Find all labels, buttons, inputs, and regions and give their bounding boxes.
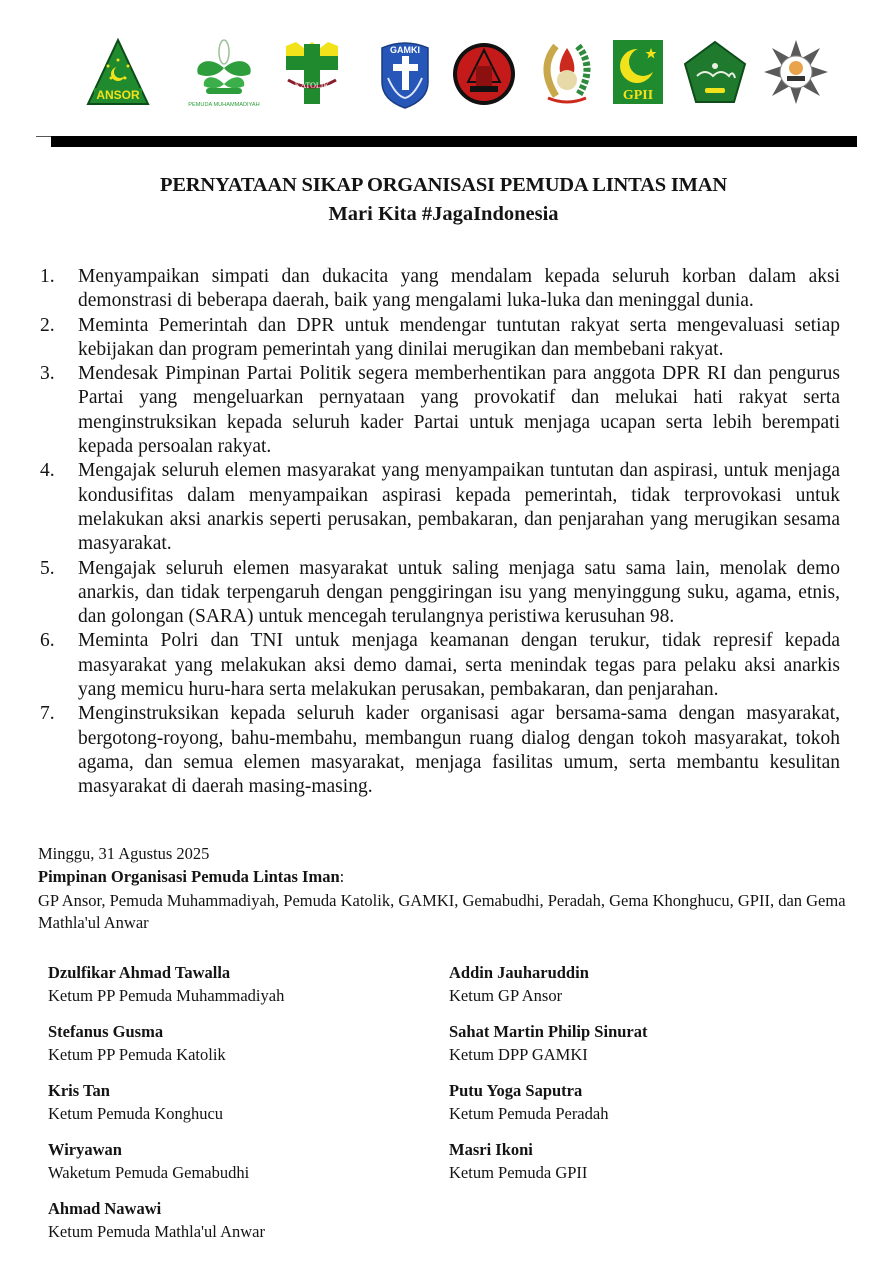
statement-date: Minggu, 31 Agustus 2025 <box>38 844 210 863</box>
signatory-role: Ketum PP Pemuda Katolik <box>48 1045 226 1064</box>
pemuda-muhammadiyah-logo-icon <box>184 38 264 110</box>
point-text: Meminta Polri dan TNI untuk menjaga keamanan dengan terukur, tidak represif kepada masyarakat yang melakukan aksi demo damai, serta menindak tegas para pelaku aksi anarkis yang memicu huru-hara serta melakukan perusakan, pembakaran, dan penjarahan. <box>78 630 840 701</box>
signatory <box>48 1138 249 1184</box>
point-number: 5. <box>40 557 55 579</box>
statement-point <box>40 629 840 702</box>
point-number: 4. <box>40 460 55 482</box>
svg-text:PEMUDA MUHAMMADIYAH: PEMUDA MUHAMMADIYAH <box>188 102 260 108</box>
gema-mathlaul-anwar-logo-icon <box>683 40 747 104</box>
signatory <box>449 1020 648 1066</box>
point-text: Mengajak seluruh elemen masyarakat untuk saling menjaga satu sama lain, menolak demo anarkis, dan tidak terpengaruh dengan penggiringan isu yang menyinggung suku, agama, etnis, dan golongan (SARA) untuk mencegah terulangnya peristiwa kerusuhan 98. <box>78 557 840 628</box>
header-rule <box>51 136 857 147</box>
signatory-name: Stefanus Gusma <box>48 1022 164 1041</box>
statement-point <box>40 459 840 556</box>
leaders-label-text: Pimpinan Organisasi Pemuda Lintas Iman <box>38 867 340 886</box>
svg-text:KATOLIK: KATOLIK <box>294 81 330 90</box>
gpii-logo-icon <box>613 40 663 104</box>
gamki-logo-icon <box>376 38 434 110</box>
signatory-name: Kris Tan <box>48 1081 110 1100</box>
statement-points-list <box>40 265 840 800</box>
signatory-role: Ketum PP Pemuda Muhammadiyah <box>48 986 285 1005</box>
signatory-role: Ketum GP Ansor <box>449 986 563 1005</box>
signatory-name: Addin Jauharuddin <box>449 963 589 982</box>
point-number: 1. <box>40 266 55 287</box>
point-number: 2. <box>40 314 55 336</box>
point-text: Mendesak Pimpinan Partai Politik segera memberhentikan para anggota DPR RI dan pengurus Partai yang mengeluarkan pernyataan yang provokatif dan melukai hati rakyat serta menginstruksikan kepada seluruh kader Partai untuk menjaga ucapan serta lebih berempati kepada persoalan rakyat. <box>78 363 840 458</box>
signatory-name: Wiryawan <box>48 1140 122 1159</box>
signatory-name: Dzulfikar Ahmad Tawalla <box>48 963 231 982</box>
svg-text:GAMKI: GAMKI <box>390 45 420 55</box>
signatory-role: Ketum Pemuda Konghucu <box>48 1104 224 1123</box>
point-text: Menginstruksikan kepada seluruh kader organisasi agar bersama-sama dengan masyarakat, bergotong-royong, bahu-membahu, membangun ruang dialog dengan tokoh masyarakat, tokoh agama, dan semua elemen masyarakat, menjaga fasilitas umum, serta membantu kesulitan masyarakat di daerah masing-masing. <box>78 703 840 798</box>
signatory-name: Sahat Martin Philip Sinurat <box>449 1022 648 1041</box>
peradah-logo-icon <box>452 42 516 106</box>
statement-point <box>40 557 840 630</box>
signatory-role: Ketum DPP GAMKI <box>449 1045 588 1064</box>
signatory <box>48 961 284 1007</box>
signatory-role: Ketum Pemuda Peradah <box>449 1104 609 1123</box>
ansor-logo-icon <box>86 38 150 106</box>
signatory-role: Ketum Pemuda Mathla'ul Anwar <box>48 1222 265 1241</box>
svg-text:ANSOR: ANSOR <box>96 88 140 102</box>
signatory <box>48 1020 226 1066</box>
point-number: 3. <box>40 363 55 385</box>
signatory-name: Masri Ikoni <box>449 1140 533 1159</box>
point-number: 7. <box>40 703 55 725</box>
signatory-role: Ketum Pemuda GPII <box>449 1163 588 1182</box>
signatory <box>449 961 589 1007</box>
logo-strip <box>80 38 840 118</box>
point-text: Menyampaikan simpati dan dukacita yang mendalam kepada seluruh korban dalam aksi demonstrasi di beberapa daerah, baik yang mengalami luka-luka dan meninggal dunia. <box>78 266 840 312</box>
leaders-label-colon: : <box>339 867 345 886</box>
statement-point <box>40 265 840 314</box>
signatory <box>449 1079 608 1125</box>
document-subtitle: Mari Kita #JagaIndonesia <box>328 203 559 225</box>
signatory <box>48 1197 265 1243</box>
point-text: Mengajak seluruh elemen masyarakat yang menyampaikan tuntutan dan aspirasi, untuk menjaga kondusifitas dalam menyampaikan aspirasi kepada pemerintah, tidak terprovokasi untuk melakukan aksi anarkis seperti perusakan, pembakaran, dan penjarahan yang merugikan sesama masyarakat. <box>78 460 840 555</box>
signatory-name: Putu Yoga Saputra <box>449 1081 583 1100</box>
pemuda-katolik-logo-icon <box>282 38 342 106</box>
gemabudhi-logo-icon <box>536 38 598 108</box>
statement-point <box>40 362 840 459</box>
organizations-list: GP Ansor, Pemuda Muhammadiyah, Pemuda Katolik, GAMKI, Gemabudhi, Peradah, Gema Khonghucu, GPII, dan Gema Mathla'ul Anwar <box>38 891 846 932</box>
statement-point <box>40 314 840 363</box>
signatory <box>48 1079 223 1125</box>
point-text: Meminta Pemerintah dan DPR untuk mendengar tuntutan rakyat serta mengevaluasi setiap kebijakan dan program pemerintah yang dinilai merugikan dan membebani rakyat. <box>78 314 840 360</box>
statement-point <box>40 702 840 799</box>
leaders-label <box>38 866 344 888</box>
signatory-role: Waketum Pemuda Gemabudhi <box>48 1163 250 1182</box>
point-number: 6. <box>40 630 55 652</box>
svg-text:GPII: GPII <box>622 88 654 103</box>
gema-khonghucu-logo-icon <box>762 38 830 106</box>
signatory <box>449 1138 587 1184</box>
signatory-name: Ahmad Nawawi <box>48 1199 162 1218</box>
document-title: PERNYATAAN SIKAP ORGANISASI PEMUDA LINTAS IMAN <box>160 174 727 196</box>
